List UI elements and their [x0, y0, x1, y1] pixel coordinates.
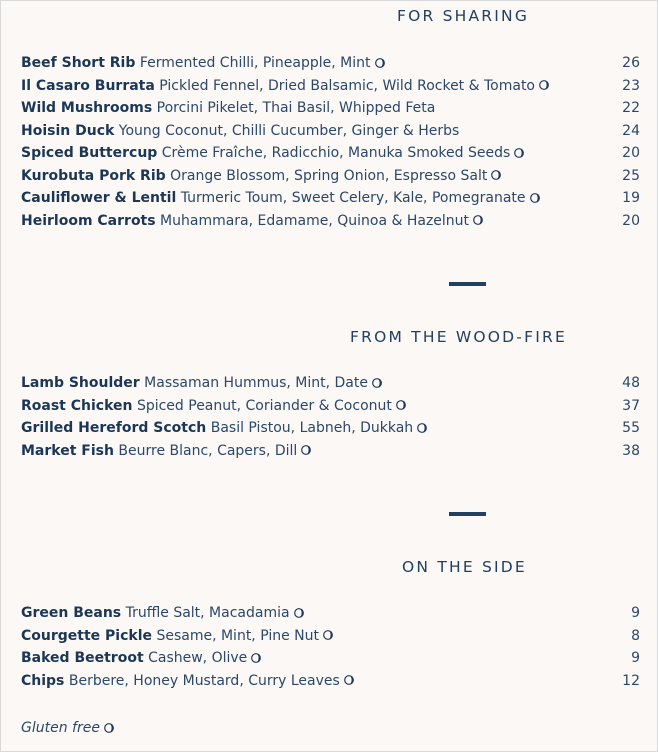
menu-item-price: 37	[622, 397, 640, 414]
menu-item	[21, 211, 641, 234]
gluten-free-icon	[473, 215, 483, 225]
menu-item-name: Grilled Hereford Scotch	[21, 420, 207, 436]
gluten-free-legend	[21, 718, 114, 738]
section-title-on-the-side: ON THE SIDE	[402, 558, 527, 576]
menu-item-description: Porcini Pikelet, Thai Basil, Whipped Feta	[156, 100, 436, 116]
section-title-from-the-wood-fire: FROM THE WOOD-FIRE	[350, 328, 567, 346]
menu-item	[21, 98, 641, 121]
menu-item-description: Fermented Chilli, Pineapple, Mint	[139, 55, 371, 71]
menu-item-description: Crème Fraîche, Radicchio, Manuka Smoked Seeds	[161, 145, 511, 161]
menu-item-price: 20	[622, 212, 640, 229]
menu-item-name: Wild Mushrooms	[21, 100, 153, 116]
menu-item-name: Lamb Shoulder	[21, 375, 140, 391]
menu-item-description: Beurre Blanc, Capers, Dill	[118, 442, 298, 459]
gluten-free-icon	[396, 400, 406, 410]
menu-item	[21, 626, 641, 649]
menu-item-name: Il Casaro Burrata	[21, 77, 155, 94]
menu-item-name: Roast Chicken	[21, 397, 133, 414]
menu-item-name: Kurobuta Pork Rib	[21, 167, 166, 184]
gluten-free-icon	[539, 80, 549, 90]
menu-item-name: Green Beans	[21, 605, 122, 621]
menu-item-name: Hoisin Duck	[21, 122, 115, 139]
menu-item	[21, 418, 641, 441]
menu-item-description: Basil Pistou, Labneh, Dukkah	[210, 420, 414, 436]
gluten-free-icon	[375, 58, 385, 68]
menu-item-price: 48	[622, 375, 640, 391]
gluten-free-icon	[417, 423, 427, 433]
gluten-free-icon	[514, 148, 524, 158]
menu-item	[21, 648, 641, 671]
menu-item-price: 23	[622, 77, 640, 94]
gluten-free-icon	[294, 608, 304, 618]
menu-item-name: Spiced Buttercup	[21, 145, 158, 161]
menu-item	[21, 76, 641, 99]
menu-item-price: 8	[631, 627, 640, 644]
menu-item-price: 20	[622, 145, 640, 161]
menu-item-name: Market Fish	[21, 442, 114, 459]
gluten-free-icon	[104, 723, 114, 733]
menu-item-price: 19	[622, 190, 640, 206]
menu-item-description: Massaman Hummus, Mint, Date	[144, 375, 368, 391]
menu-item-price: 22	[622, 100, 640, 116]
menu-item-description: Berbere, Honey Mustard, Curry Leaves	[68, 672, 340, 689]
gluten-free-icon	[251, 653, 261, 663]
gluten-free-icon	[344, 675, 354, 685]
menu-item	[21, 166, 641, 189]
menu-item-price: 26	[622, 55, 640, 71]
menu-item	[21, 441, 641, 464]
menu-item-description: Young Coconut, Chilli Cucumber, Ginger & Herbs	[118, 122, 460, 139]
menu-item-price: 25	[622, 167, 640, 184]
menu-item-price: 9	[631, 650, 640, 666]
menu-item-description: Cashew, Olive	[148, 650, 248, 666]
menu-item-price: 24	[622, 122, 640, 139]
menu-item	[21, 396, 641, 419]
menu-list-from-the-wood-fire	[21, 373, 641, 463]
menu-item-description: Truffle Salt, Macadamia	[125, 605, 290, 621]
menu-item-description: Spiced Peanut, Coriander & Coconut	[136, 397, 392, 414]
gluten-free-icon	[491, 170, 501, 180]
menu-item-price: 9	[631, 605, 640, 621]
menu-item	[21, 53, 641, 76]
section-title-for-sharing: FOR SHARING	[397, 7, 530, 25]
gluten-free-icon	[323, 630, 333, 640]
menu-item-name: Baked Beetroot	[21, 650, 144, 666]
menu-item-description: Orange Blossom, Spring Onion, Espresso Salt	[170, 167, 488, 184]
menu-item	[21, 143, 641, 166]
menu-item-price: 55	[622, 420, 640, 436]
menu-item	[21, 373, 641, 396]
gluten-free-icon	[301, 445, 311, 455]
section-divider	[449, 282, 486, 286]
section-divider	[449, 512, 486, 516]
gluten-free-icon	[530, 193, 540, 203]
menu-item	[21, 121, 641, 144]
menu-item-price: 38	[622, 442, 640, 459]
menu-item	[21, 188, 641, 211]
menu-list-on-the-side	[21, 603, 641, 693]
menu-item-name: Cauliflower & Lentil	[21, 190, 177, 206]
menu-item-description: Sesame, Mint, Pine Nut	[156, 627, 320, 644]
legend-label: Gluten free	[21, 720, 100, 736]
menu-item-description: Turmeric Toum, Sweet Celery, Kale, Pomegranate	[180, 190, 526, 206]
menu-list-for-sharing	[21, 53, 641, 233]
menu-item-name: Courgette Pickle	[21, 627, 152, 644]
menu-item-description: Muhammara, Edamame, Quinoa & Hazelnut	[160, 212, 470, 229]
menu-item	[21, 603, 641, 626]
menu-item-name: Beef Short Rib	[21, 55, 136, 71]
menu-item-description: Pickled Fennel, Dried Balsamic, Wild Rocket & Tomato	[159, 77, 535, 94]
gluten-free-icon	[372, 378, 382, 388]
menu-item	[21, 671, 641, 694]
menu-item-name: Heirloom Carrots	[21, 212, 156, 229]
menu-item-price: 12	[622, 672, 640, 689]
menu-item-name: Chips	[21, 672, 65, 689]
